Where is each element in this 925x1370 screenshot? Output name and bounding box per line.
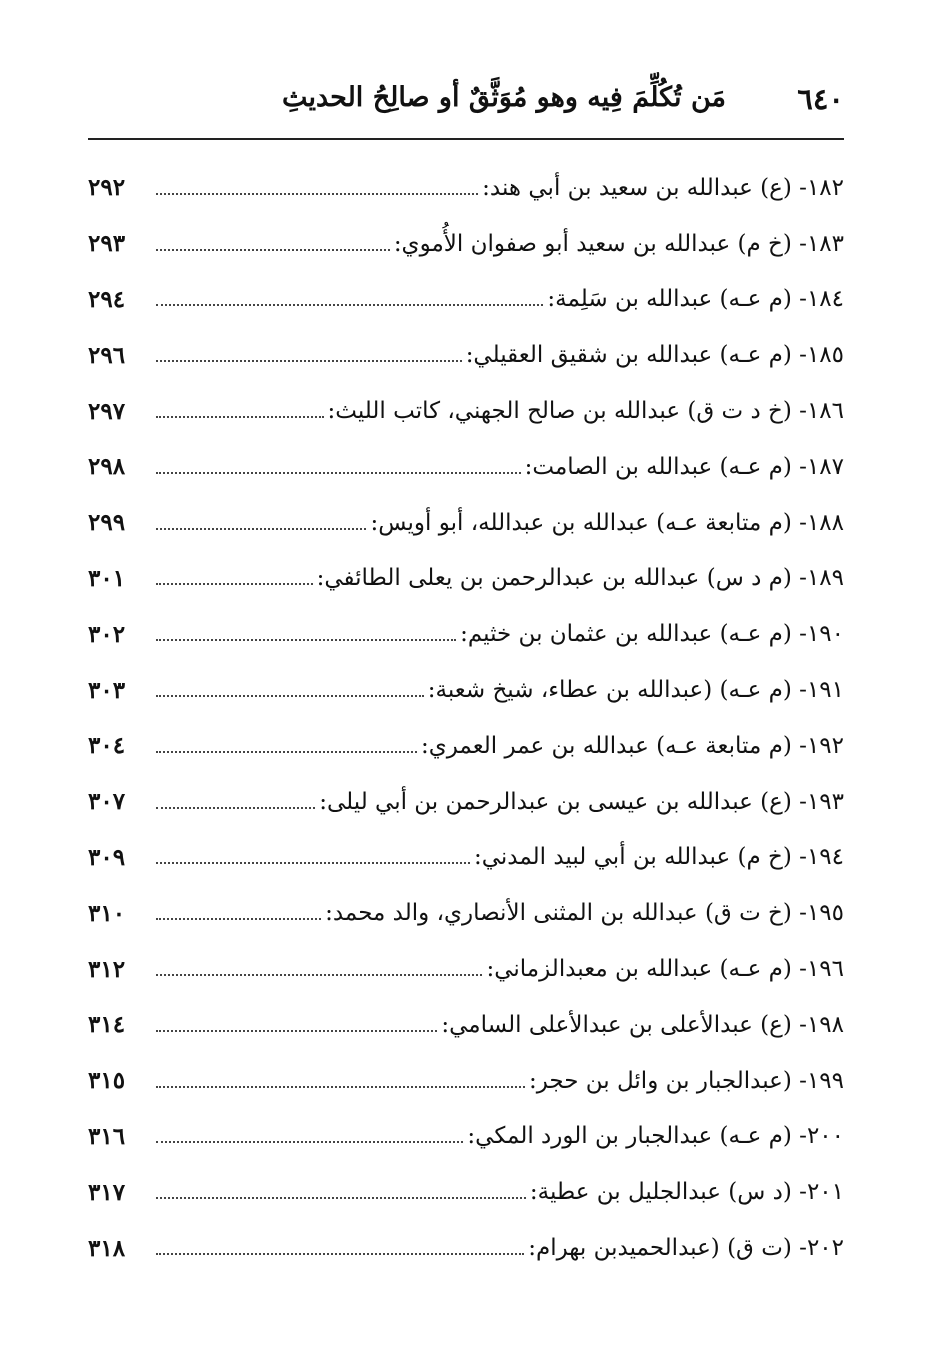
running-header: [88, 78, 844, 130]
toc-entry-text: ١٩٦- (م عـه) عبدالله بن معبدالزماني:: [486, 956, 844, 983]
dot-leader: [156, 472, 521, 474]
toc-entry-page: ٣١٦: [88, 1122, 126, 1150]
toc-entry-page: ٣٠٩: [88, 843, 126, 871]
toc-entry-page: ٣١٨: [88, 1234, 126, 1262]
toc-entry-page: ٣١٧: [88, 1178, 126, 1206]
toc-entry-text: ١٩٨- (ع) عبدالأعلى بن عبدالأعلى السامي:: [441, 1011, 844, 1038]
toc-entry-text: ١٩٤- (خ م) عبدالله بن أبي لبيد المدني:: [473, 844, 844, 871]
toc-entry-text: ٢٠٠- (م عـه) عبدالجبار بن الورد المكي:: [467, 1123, 844, 1150]
toc-entry-page: ٢٩٢: [88, 174, 126, 202]
toc-entry: [88, 885, 844, 941]
toc-entry: [88, 495, 844, 551]
toc-entry-text: ١٩٣- (ع) عبدالله بن عيسى بن عبدالرحمن بن أبي ليلى:: [319, 788, 844, 815]
header-title: مَن تُكُلِّمَ فِيه وهو مُوَثَّقٌ أو صالِحُ الحديثِ: [281, 82, 726, 113]
toc-entry-page: ٢٩٤: [88, 285, 126, 313]
table-of-contents: [88, 160, 844, 1276]
dot-leader: [156, 862, 470, 864]
toc-entry-text: ١٨٩- (م د س) عبدالله بن عبدالرحمن بن يعلى الطائفي:: [316, 565, 844, 592]
toc-entry-text: ٢٠٢- (ت ق) (عبدالحميدبن بهرام:: [528, 1235, 844, 1262]
toc-entry: [88, 1220, 844, 1276]
toc-entry-page: ٣١٢: [88, 955, 126, 983]
dot-leader: [156, 1253, 524, 1255]
toc-entry-page: ٣١٠: [88, 899, 126, 927]
dot-leader: [156, 1086, 525, 1088]
dot-leader: [156, 1197, 526, 1199]
toc-entry-text: ١٨٧- (م عـه) عبدالله بن الصامت:: [524, 453, 844, 480]
toc-entry: [88, 439, 844, 495]
header-divider: [88, 138, 844, 140]
toc-entry: [88, 160, 844, 216]
toc-entry-page: ٣٠٢: [88, 620, 126, 648]
toc-entry: [88, 1164, 844, 1220]
toc-entry-text: ١٨٨- (م متابعة عـه) عبدالله بن عبدالله، أبو أويس:: [370, 509, 844, 536]
toc-entry: [88, 718, 844, 774]
toc-entry: [88, 327, 844, 383]
toc-entry-page: ٢٩٧: [88, 397, 126, 425]
toc-entry: [88, 1053, 844, 1109]
dot-leader: [156, 807, 315, 809]
toc-entry-text: ١٨٥- (م عـه) عبدالله بن شقيق العقيلي:: [465, 342, 844, 369]
toc-entry-page: ٢٩٩: [88, 509, 126, 537]
toc-entry: [88, 774, 844, 830]
dot-leader: [156, 416, 324, 418]
toc-entry: [88, 830, 844, 886]
toc-entry: [88, 216, 844, 272]
toc-entry-text: ١٩٠- (م عـه) عبدالله بن عثمان بن خثيم:: [460, 621, 844, 648]
dot-leader: [156, 583, 313, 585]
toc-entry-page: ٣٠١: [88, 564, 126, 592]
toc-entry: [88, 941, 844, 997]
toc-entry-text: ١٨٦- (خ د ت ق) عبدالله بن صالح الجهني، كاتب الليث:: [327, 398, 844, 425]
dot-leader: [156, 974, 482, 976]
toc-entry: [88, 606, 844, 662]
toc-entry-page: ٢٩٣: [88, 230, 126, 258]
toc-entry-text: ١٩٥- (خ ت ق) عبدالله بن المثنى الأنصاري، والد محمد:: [325, 900, 844, 927]
dot-leader: [156, 304, 543, 306]
toc-entry-text: ١٨٤- (م عـه) عبدالله بن سَلِمة:: [547, 286, 844, 313]
toc-entry: [88, 1109, 844, 1165]
dot-leader: [156, 639, 456, 641]
toc-entry: [88, 272, 844, 328]
dot-leader: [156, 695, 424, 697]
dot-leader: [156, 528, 366, 530]
dot-leader: [156, 1141, 463, 1143]
dot-leader: [156, 918, 321, 920]
toc-entry: [88, 997, 844, 1053]
toc-entry: [88, 662, 844, 718]
toc-entry-page: ٣٠٣: [88, 676, 126, 704]
toc-entry: [88, 551, 844, 607]
toc-entry-page: ٣٠٧: [88, 788, 126, 816]
toc-entry: [88, 383, 844, 439]
dot-leader: [156, 751, 417, 753]
toc-entry-page: ٢٩٨: [88, 453, 126, 481]
toc-entry-page: ٣١٥: [88, 1067, 126, 1095]
dot-leader: [156, 1030, 437, 1032]
toc-entry-text: ١٨٢- (ع) عبدالله بن سعيد بن أبي هند:: [482, 174, 844, 201]
dot-leader: [156, 193, 478, 195]
toc-entry-text: ١٩١- (م عـه) (عبدالله بن عطاء، شيخ شعبة:: [427, 677, 844, 704]
toc-entry-text: ١٩٢- (م متابعة عـه) عبدالله بن عمر العمري:: [420, 732, 844, 759]
toc-entry-text: ١٩٩- (عبدالجبار بن وائل بن حجر:: [528, 1067, 844, 1094]
toc-entry-page: ٣١٤: [88, 1011, 126, 1039]
header-page-number: ٦٤٠: [797, 82, 844, 116]
toc-entry-page: ٣٠٤: [88, 732, 126, 760]
toc-entry-text: ٢٠١- (د س) عبدالجليل بن عطية:: [529, 1179, 844, 1206]
toc-entry-text: ١٨٣- (خ م) عبدالله بن سعيد أبو صفوان الأُموي:: [393, 230, 844, 257]
dot-leader: [156, 249, 390, 251]
toc-entry-page: ٢٩٦: [88, 341, 126, 369]
dot-leader: [156, 360, 462, 362]
